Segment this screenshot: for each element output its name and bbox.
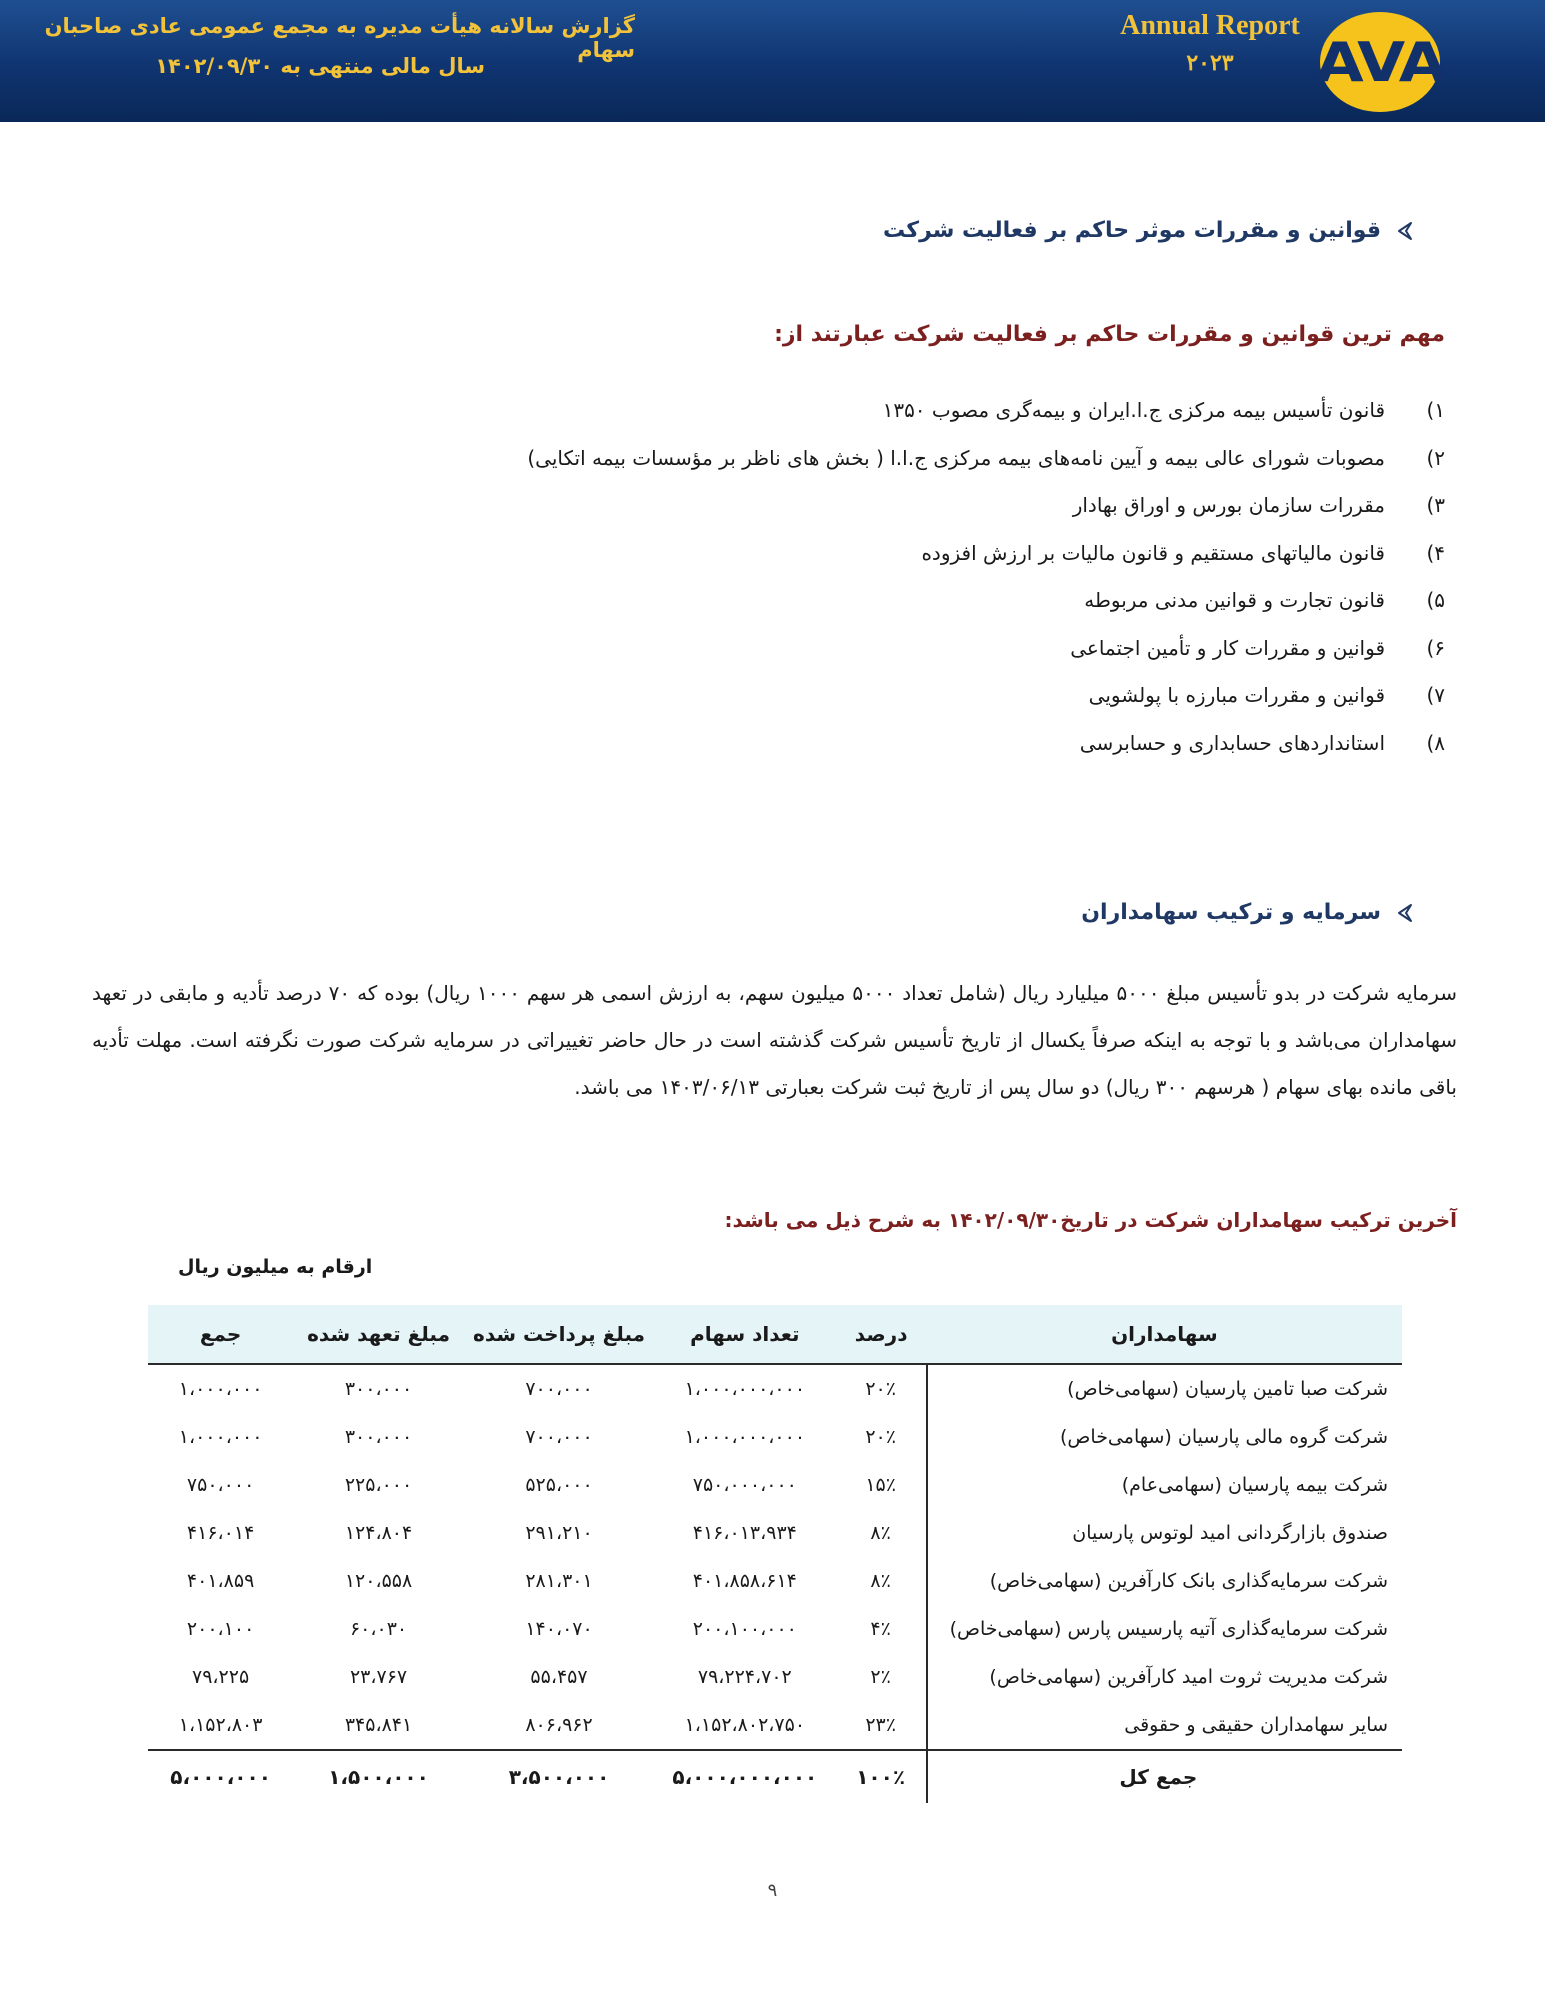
list-item-text: استانداردهای حسابداری و حسابرسی xyxy=(1079,730,1385,755)
cell-share-count: ۴۱۶،۰۱۳،۹۳۴ xyxy=(692,1522,797,1544)
cell-total: ۱،۱۵۲،۸۰۳ xyxy=(178,1714,263,1736)
cell-percent: ۲۳٪ xyxy=(865,1714,896,1736)
shareholders-table-caption: آخرین ترکیب سهامداران شرکت در تاریخ۱۴۰۲/۰۹/۳۰ به شرح ذیل می باشد: xyxy=(724,1208,1457,1232)
list-item-text: قانون مالیاتهای مستقیم و قانون مالیات بر ارزش افزوده xyxy=(921,540,1385,565)
cell-committed-amount: ۳۰۰،۰۰۰ xyxy=(344,1378,413,1400)
list-item-number: ۷) xyxy=(1426,683,1445,707)
list-item xyxy=(145,636,1445,684)
list-item xyxy=(145,446,1445,494)
col-header-shareholders: سهامداران xyxy=(927,1305,1402,1364)
cell-paid-amount: ۵۵،۴۵۷ xyxy=(530,1666,588,1688)
cell-total: ۱،۰۰۰،۰۰۰ xyxy=(178,1426,263,1448)
list-item-number: ۴) xyxy=(1426,540,1445,565)
cell-percent: ۲٪ xyxy=(870,1666,891,1688)
cell-total-percent: ۱۰۰٪ xyxy=(835,1750,926,1803)
list-item xyxy=(145,731,1445,779)
annual-report-title: Annual Report xyxy=(1120,10,1300,41)
list-item-text: قانون تجارت و قوانین مدنی مربوطه xyxy=(1084,588,1385,612)
cell-paid-amount: ۷۰۰،۰۰۰ xyxy=(525,1378,593,1400)
section-laws-heading xyxy=(883,218,1415,243)
cell-percent: ۲۰٪ xyxy=(865,1378,896,1400)
list-item-text: قانون تأسیس بیمه مرکزی ج.ا.ایران و بیمه‌گری مصوب ۱۳۵۰ xyxy=(882,398,1385,422)
col-header-percent: درصد xyxy=(835,1305,926,1364)
header-report-subject: گزارش سالانه هیأت مدیره به مجمع عمومی عادی صاحبان سهام xyxy=(44,14,635,62)
list-item-number: ۱) xyxy=(1426,398,1445,422)
table-row xyxy=(148,1557,1402,1605)
list-item-text: مقررات سازمان بورس و اوراق بهادار xyxy=(1072,493,1385,517)
cell-total: ۲۰۰،۱۰۰ xyxy=(186,1618,255,1640)
cell-share-count: ۱،۰۰۰،۰۰۰،۰۰۰ xyxy=(684,1426,806,1448)
cell-shareholder: سایر سهامداران حقیقی و حقوقی xyxy=(927,1701,1402,1750)
list-item xyxy=(145,683,1445,731)
units-note: ارقام به میلیون ریال xyxy=(178,1256,373,1278)
table-header-row xyxy=(148,1305,1402,1364)
cell-paid-amount: ۱۴۰،۰۷۰ xyxy=(525,1618,593,1640)
laws-intro: مهم ترین قوانین و مقررات حاکم بر فعالیت شرکت عبارتند از: xyxy=(774,322,1445,347)
cell-percent: ۱۵٪ xyxy=(865,1474,896,1496)
col-header-share-count: تعداد سهام xyxy=(654,1305,835,1364)
cell-percent: ۸٪ xyxy=(870,1570,891,1592)
section-capital-heading xyxy=(1081,900,1415,925)
table-row xyxy=(148,1461,1402,1509)
table-row xyxy=(148,1364,1402,1413)
col-header-committed-amount: مبلغ تعهد شده xyxy=(293,1305,464,1364)
cell-total-committed-amount: ۱،۵۰۰،۰۰۰ xyxy=(293,1750,464,1803)
ava-logo xyxy=(1315,12,1445,112)
cell-total: ۷۵۰،۰۰۰ xyxy=(186,1474,255,1496)
table-row xyxy=(148,1509,1402,1557)
cell-paid-amount: ۲۸۱،۳۰۱ xyxy=(525,1570,593,1592)
cell-paid-amount: ۸۰۶،۹۶۲ xyxy=(525,1714,593,1736)
list-item xyxy=(145,588,1445,636)
header-fiscal-year: سال مالی منتهی به ۱۴۰۲/۰۹/۳۰ xyxy=(155,54,485,78)
list-item-number: ۳) xyxy=(1426,493,1445,517)
list-item-text: قوانین و مقررات مبارزه با پولشویی xyxy=(1088,683,1385,707)
laws-list xyxy=(145,398,1445,778)
list-item-number: ۸) xyxy=(1426,730,1445,755)
cell-percent: ۸٪ xyxy=(870,1522,891,1544)
cell-total: ۴۱۶،۰۱۴ xyxy=(186,1522,255,1544)
cell-committed-amount: ۳۴۵،۸۴۱ xyxy=(344,1714,413,1736)
cell-committed-amount: ۱۲۰،۵۵۸ xyxy=(344,1570,413,1592)
list-item xyxy=(145,398,1445,446)
cell-percent: ۴٪ xyxy=(870,1618,891,1640)
cell-share-count: ۷۹،۲۲۴،۷۰۲ xyxy=(697,1666,792,1688)
cell-paid-amount: ۲۹۱،۲۱۰ xyxy=(525,1522,593,1544)
list-item xyxy=(145,541,1445,589)
arrow-bullet-icon xyxy=(1395,221,1415,241)
cell-total-paid-amount: ۳،۵۰۰،۰۰۰ xyxy=(464,1750,654,1803)
cell-total: ۷۹،۲۲۵ xyxy=(192,1666,250,1688)
arrow-bullet-icon xyxy=(1395,903,1415,923)
annual-report-year: ۲۰۲۳ xyxy=(1186,50,1234,75)
cell-total-share-count: ۵،۰۰۰،۰۰۰،۰۰۰ xyxy=(654,1750,835,1803)
table-row xyxy=(148,1653,1402,1701)
cell-share-count: ۴۰۱،۸۵۸،۶۱۴ xyxy=(692,1570,797,1592)
cell-paid-amount: ۷۰۰،۰۰۰ xyxy=(525,1426,593,1448)
logo-text: AVA xyxy=(1315,30,1445,94)
col-header-paid-amount: مبلغ پرداخت شده xyxy=(464,1305,654,1364)
cell-committed-amount: ۲۲۵،۰۰۰ xyxy=(344,1474,413,1496)
cell-committed-amount: ۲۳،۷۶۷ xyxy=(349,1666,408,1688)
report-header-bar xyxy=(0,0,1545,122)
list-item xyxy=(145,493,1445,541)
cell-shareholder: شرکت سرمایه‌گذاری بانک کارآفرین (سهامی‌خاص) xyxy=(927,1557,1402,1605)
cell-share-count: ۲۰۰،۱۰۰،۰۰۰ xyxy=(692,1618,797,1640)
cell-total-sum: ۵،۰۰۰،۰۰۰ xyxy=(148,1750,293,1803)
section-capital-heading-text: سرمایه و ترکیب سهامداران xyxy=(1081,900,1381,925)
shareholders-table xyxy=(148,1305,1402,1803)
cell-paid-amount: ۵۲۵،۰۰۰ xyxy=(525,1474,593,1496)
cell-committed-amount: ۳۰۰،۰۰۰ xyxy=(344,1426,413,1448)
list-item-number: ۵) xyxy=(1426,588,1445,612)
list-item-number: ۶) xyxy=(1426,635,1445,660)
col-header-total: جمع xyxy=(148,1305,293,1364)
table-row xyxy=(148,1701,1402,1750)
cell-shareholder: صندوق بازارگردانی امید لوتوس پارسیان xyxy=(927,1509,1402,1557)
cell-shareholder: شرکت بیمه پارسیان (سهامی‌عام) xyxy=(927,1461,1402,1509)
section-laws-heading-text: قوانین و مقررات موثر حاکم بر فعالیت شرکت xyxy=(882,218,1381,243)
list-item-text: مصوبات شورای عالی بیمه و آیین نامه‌های بیمه مرکزی ج.ا.ا ( بخش های ناظر بر مؤسسات بیمه اتکایی) xyxy=(527,445,1385,470)
cell-shareholder: شرکت سرمایه‌گذاری آتیه پارسیس پارس (سهامی‌خاص) xyxy=(927,1605,1402,1653)
cell-share-count: ۷۵۰،۰۰۰،۰۰۰ xyxy=(692,1474,797,1496)
cell-shareholder: شرکت گروه مالی پارسیان (سهامی‌خاص) xyxy=(927,1413,1402,1461)
cell-total: ۱،۰۰۰،۰۰۰ xyxy=(178,1378,263,1400)
cell-total: ۴۰۱،۸۵۹ xyxy=(186,1570,255,1592)
table-total-row xyxy=(148,1750,1402,1803)
table-row xyxy=(148,1413,1402,1461)
cell-percent: ۲۰٪ xyxy=(865,1426,896,1448)
table-row xyxy=(148,1605,1402,1653)
list-item-number: ۲) xyxy=(1426,445,1445,470)
list-item-text: قوانین و مقررات کار و تأمین اجتماعی xyxy=(1070,635,1385,660)
page-number: ۹ xyxy=(767,1880,778,1901)
cell-shareholder: شرکت صبا تامین پارسیان (سهامی‌خاص) xyxy=(927,1364,1402,1413)
cell-total-label: جمع کل xyxy=(927,1750,1402,1803)
cell-committed-amount: ۱۲۴،۸۰۴ xyxy=(344,1522,413,1544)
cell-share-count: ۱،۱۵۲،۸۰۲،۷۵۰ xyxy=(684,1714,806,1736)
cell-shareholder: شرکت مدیریت ثروت امید کارآفرین (سهامی‌خاص) xyxy=(927,1653,1402,1701)
cell-share-count: ۱،۰۰۰،۰۰۰،۰۰۰ xyxy=(684,1378,806,1400)
capital-paragraph: سرمایه شرکت در بدو تأسیس مبلغ ۵۰۰۰ میلیارد ریال (شامل تعداد ۵۰۰۰ میلیون سهم، به ارزش اسمی هر سهم ۱۰۰۰ ریال) بوده که ۷۰ درصد تأدیه و مابقی در تعهد سهامداران می‌باشد و با توجه به اینکه صرفاً یکسال از تاریخ تأسیس شرکت گذشته است در حال حاضر تغییراتی در سرمایه شرکت صورت نگرفته است. مهلت تأدیه باقی مانده بهای سهام ( هرسهم ۳۰۰ ریال) دو سال پس از تاریخ ثبت شرکت بعبارتی ۱۴۰۳/۰۶/۱۳ می باشد. xyxy=(92,981,1458,1099)
cell-committed-amount: ۶۰،۰۳۰ xyxy=(349,1618,408,1640)
